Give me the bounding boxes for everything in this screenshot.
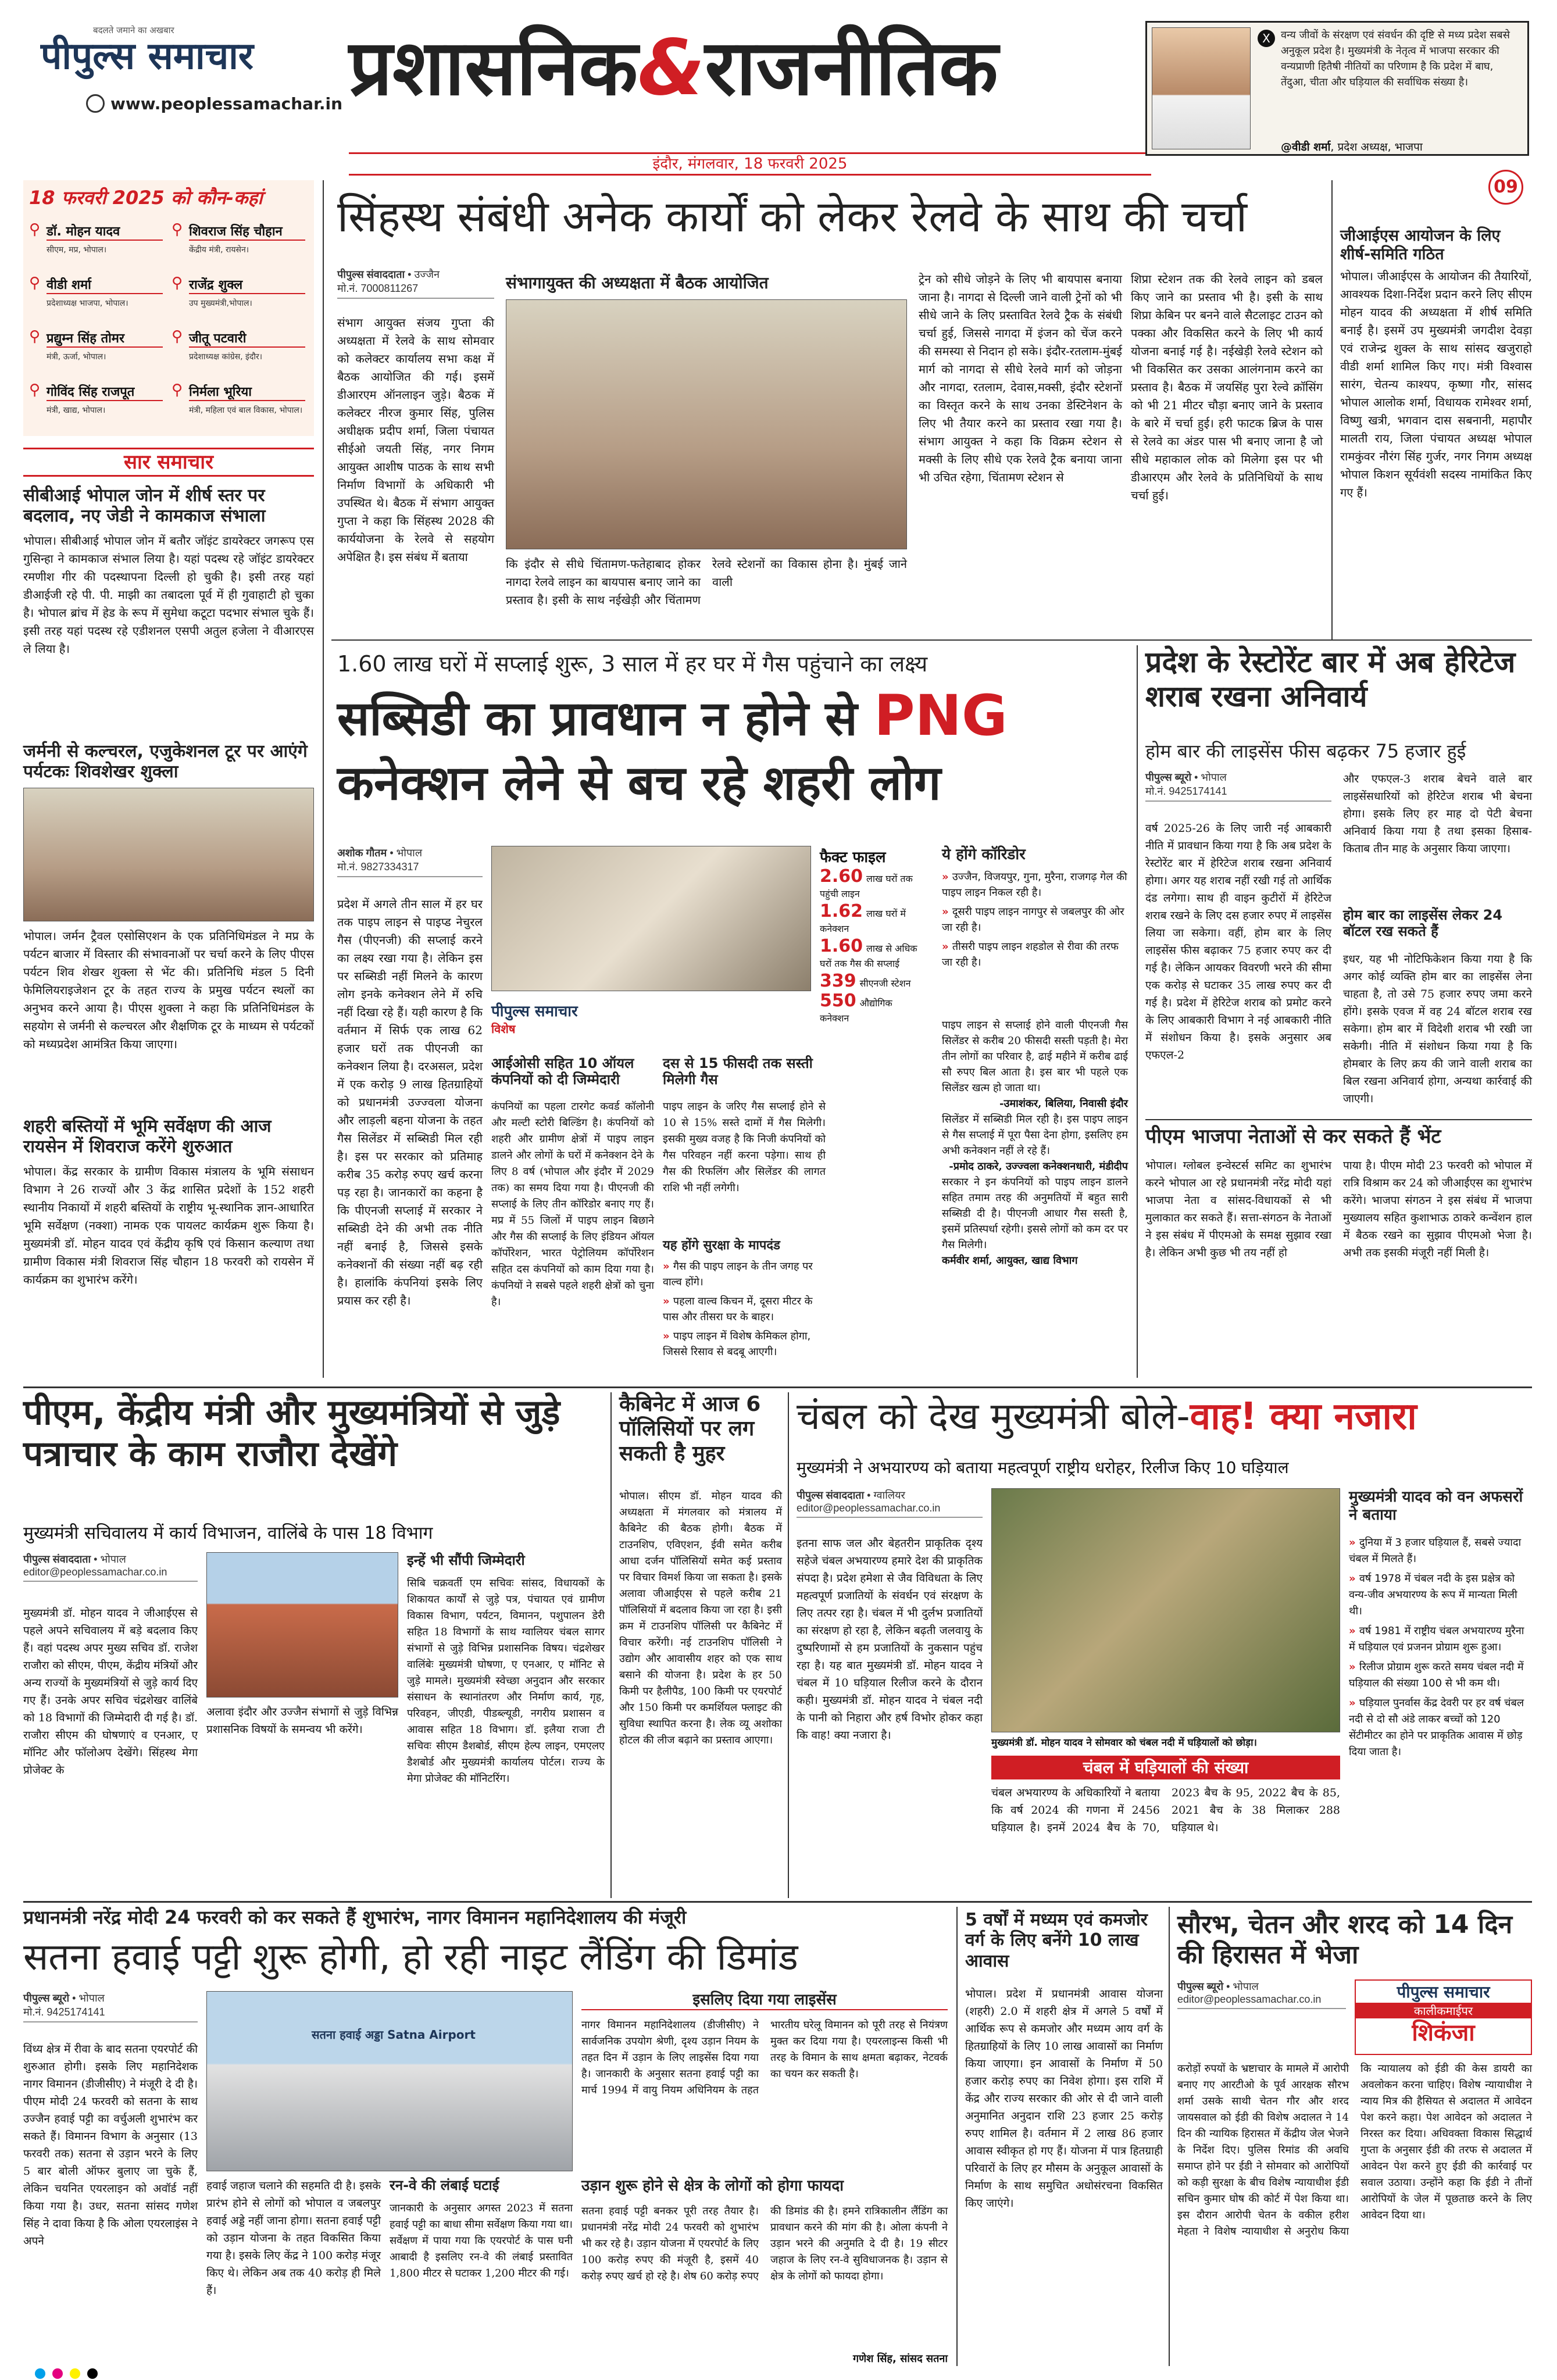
whois-place: प्रदेशाध्यक्ष कांग्रेस, इंदौर। bbox=[189, 352, 263, 362]
png-byline-place: भोपाल bbox=[396, 847, 423, 859]
satna-photo bbox=[206, 1991, 573, 2171]
fact-text: लाख घरों में कनेक्शन bbox=[820, 908, 906, 934]
whois-place: मंत्री, खाद्य, भोपाल। bbox=[47, 406, 106, 415]
location-pin-icon: ⚲ bbox=[29, 381, 41, 399]
whois-place: उप मुख्यमंत्री,भोपाल। bbox=[189, 299, 252, 308]
divider bbox=[956, 1907, 958, 2366]
fact-item bbox=[820, 901, 919, 937]
dateline: इंदौर, मंगलवार, 18 फरवरी 2025 bbox=[652, 155, 848, 173]
png-photo bbox=[491, 846, 811, 991]
saar-2-photo bbox=[23, 788, 314, 921]
fact-number: 550 bbox=[820, 991, 856, 1011]
list-item-text: तीसरी पाइप लाइन शहडोल से रीवा की तरफ जा रही है। bbox=[942, 941, 1119, 969]
divider bbox=[1169, 1907, 1170, 2366]
png-col1: प्रदेश में अगले तीन साल में हर घर तक पाइप लाइन से पाइप्ड नेचुरल गैस (पीएनजी) की सप्लाई करने का लक्ष्य रखा गया है। लेकिन इस पर सब्सिडी नहीं मिलने के कारण लोग इनके कनेक्शन लेने में रुचि नहीं दिखा रहे हैं। यही कारण है कि वर्तमान में सिर्फ एक लाख 62 हजार घरों तक पीएनजी का कनेक्शन लिया है। दरअसल, प्रदेश में एक करोड़ 9 लाख हितग्राहियों को प्रधानमंत्री उज्ज्वला योजना और लाड़ली बहना योजना के तहत गैस सिलेंडर में सब्सिडी मिल रही है। इस पर सरकार को प्रतिमाह करीब 35 करोड़ रुपए खर्च करना पड़ रहा है। जानकारों का कहना है कि पीएनजी सप्लाई में सरकार ने सब्सिडी देने की अभी तक नीति नहीं बनाई है, जिससे इसके कनेक्शनों की संख्या नहीं बढ़ रही है। हालांकि कंपनियां इसके लिए प्रयास कर रही है। bbox=[337, 897, 483, 1307]
png-quote3: सरकार ने इन कंपनियों को पाइप लाइन डालने सहित तमाम तरह की अनुमतियों में बहुत सारी सब्सिडी दी है। पीएनजी आधार गैस सस्ती है, इसमें प्रतिस्पर्धा रहेगी। इससे लोगों को कम दर पर गैस मिलेगी। bbox=[942, 1176, 1128, 1251]
chevron-right-icon: » bbox=[1349, 1625, 1359, 1637]
png-safety-head: यह होंगे सुरक्षा के मापदंड bbox=[663, 1238, 780, 1253]
list-item bbox=[663, 1259, 826, 1290]
simhasth-byline-place: उज्जैन bbox=[414, 269, 440, 280]
fact-file bbox=[820, 846, 919, 1078]
list-item-text: गैस की पाइप लाइन के तीन जगह पर वाल्व होंगे। bbox=[663, 1260, 813, 1288]
chevron-right-icon: » bbox=[1349, 1536, 1359, 1549]
png-special-brand: पीपुल्स समाचार bbox=[491, 1003, 578, 1020]
list-item bbox=[1349, 1659, 1532, 1692]
quote-author bbox=[1281, 139, 1423, 154]
chambal-body: इतना साफ जल और बेहतरीन प्राकृतिक दृश्य सहेजे चंबल अभयारण्य हमारे देश की प्राकृतिक संपदा है। प्रदेश हमेशा से जैव विविधता के लिए महत्वपूर्ण प्रजातियों के संवर्धन एवं संरक्षण के लिए तत्पर रहा है। चंबल में भी दुर्लभ प्रजातियों का संरक्षण हो रहा है, लेकिन बढ़ती जलवायु के दुष्परिणामों से हम प्रजातियों के नुकसान पहुंच रहा है। यह बात मुख्यमंत्री डॉ. मोहन यादव ने चंबल में 10 घड़ियाल रिलीज करने के दौरान कही। मुख्यमंत्री डॉ. मोहन यादव ने चंबल नदी के पानी को निहारा और हर्ष विभोर होकर कहा कि वाह! क्या नजारा है। bbox=[797, 1537, 983, 1742]
saar-2-body: भोपाल। जर्मन ट्रैवल एसोसिएशन के एक प्रतिनिधिमंडल ने मप्र के पर्यटन बाजार में विस्तार की संभावनाओं पर चर्चा करने के लिए पीएस पर्यटन शिव शेखर शुक्ला से भेंट की। प्रतिनिधि मंडल 5 दिनी फेमिलियराइजेशन टूर के तहत राज्य के प्रमुख पर्यटन स्थलों का अनुभव करने आया है। पीएस शुक्ला ने कहा कि प्रतिनिधिमंडल के सहयोग से जर्मनी से कल्चरल और शैक्षणिक टूर के माध्यम से पर्यटकों को मध्यप्रदेश आमंत्रित किया जाएगा। bbox=[23, 929, 314, 1051]
x-icon: X bbox=[1258, 30, 1275, 47]
png-headline-2: कनेक्शन लेने से बच रहे शहरी लोग bbox=[337, 756, 941, 811]
saurabh-email[interactable]: editor@peoplessamachar.co.in bbox=[1177, 1993, 1322, 2005]
whois-name: वीडी शर्मा bbox=[47, 276, 163, 294]
saar-section bbox=[23, 448, 314, 1378]
list-item bbox=[1349, 1535, 1532, 1567]
divider bbox=[323, 180, 324, 1378]
list-item-text: रिलीज प्रोग्राम शुरू करते समय चंबल नदी में घड़ियाल की संख्या 100 से भी कम थी। bbox=[1349, 1661, 1524, 1689]
saar-title bbox=[23, 448, 314, 477]
location-pin-icon: ⚲ bbox=[172, 381, 183, 399]
whois-name: राजेंद्र शुक्ल bbox=[189, 276, 305, 294]
globe-icon bbox=[86, 94, 105, 113]
png-mobile: मो.नं. 9827334317 bbox=[337, 861, 419, 873]
jis-body: भोपाल। जीआईएस के आयोजन की तैयारियों, आवश्यक दिशा-निर्देश प्रदान करने लिए सीएम मोहन यादव की अध्यक्षता में शीर्ष समिति बनाई है। इसमें उप मुख्यमंत्री जगदीश देवड़ा एवं राजेन्द्र शुक्ल के साथ सांसद खजुराहो वीडी शर्मा शामिल किए गए। मंत्री विश्वास सारंग, चेतन्य काश्यप, कृष्णा गौर, सांसद भोपाल आलोक शर्मा, विधायक रामेश्वर शर्मा, विष्णु खत्री, भगवान दास सबनानी, महापौर मालती राय, जिला पंचायत अध्यक्ष भोपाल रामकुंवर नौरंग सिंह गुर्जर, नगर निगम अध्यक्ष भोपाल किशन सूर्यवंशी सदस्य नामांकित किए गए हैं। bbox=[1340, 269, 1532, 499]
simhasth-headline: सिंहस्थ संबंधी अनेक कार्यों को लेकर रेलवे के साथ की चर्चा bbox=[337, 192, 1248, 242]
rajoura-byline-place: भोपाल bbox=[100, 1553, 126, 1565]
satna-col1: विंध्य क्षेत्र में रीवा के बाद सतना एयरपोर्ट की शुरुआत होगी। इसके लिए महानिदेशक नागर विमानन (डीजीसीए) ने मंजूरी दे दी है। पीएम मोदी 24 फरवरी को सतना के साथ उज्जैन हवाई पट्टी का वर्चुअली शुभारंभ कर सकते हैं। विमानन विभाग के अनुसार (13 फरवरी तक) सतना से उड़ान भरने के लिए 5 बार बोली ऑफर बुलाए जा चुके हैं, लेकिन चयनित एयरलाइन को अवॉर्ड नहीं किया गया है। उधर, सतना सांसद गणेश सिंह ने दावा किया है कि ओला एयरलाइंस ने अपने bbox=[23, 2043, 198, 2247]
author-photo bbox=[1152, 27, 1251, 149]
reg-mark bbox=[35, 2368, 45, 2379]
chevron-right-icon: » bbox=[663, 1295, 673, 1307]
fact-text: लाख घरों तक पहुंची लाइन bbox=[820, 873, 913, 899]
location-pin-icon: ⚲ bbox=[172, 274, 183, 292]
awas-body: भोपाल। प्रदेश में प्रधानमंत्री आवास योजना (शहरी) 2.0 में शहरी क्षेत्र में अगले 5 वर्षों में आर्थिक रूप से कमजोर और मध्यम आय वर्ग के हितग्राहियों के लिए 10 लाख आवासों का निर्माण किया जाएगा। इन आवासों के निर्माण में 50 हजार करोड़ रुपए का निवेश होगा। इस राशि में केंद्र और राज्य सरकार की ओर से दी जाने वाली अनुमानित अनुदान राशि 23 हजार 25 करोड़ रुपए शामिल है। वर्तमान में 2 लाख 86 हजार आवास स्वीकृत हो गए हैं। योजना में पात्र हितग्राही परिवारों के लिए हर मौसम के अनुकूल आवासों के निर्माण के साथ समुचित अधोसंरचना विकसित किए जाएंगे। bbox=[965, 1988, 1163, 2210]
png-special-label: विशेष bbox=[491, 1022, 516, 1036]
rajoura-byline: पीपुल्स संवाददाता • भोपाल editor@peoplessamachar.co.in bbox=[23, 1552, 198, 1582]
fact-item bbox=[820, 936, 919, 971]
simhasth-byline-name: पीपुल्स संवाददाता bbox=[337, 269, 405, 280]
png-safety-list bbox=[663, 1259, 826, 1363]
saar-3-body: भोपाल। केंद्र सरकार के ग्रामीण विकास मंत्रालय के भूमि संसाधन विभाग ने 26 राज्यों और 3 केंद्र शासित प्रदेशों के 152 शहरी स्थानीय निकायों में शहरी बस्तियों के राष्ट्रीय भू-स्थानिक ज्ञान-आधारित भूमि सर्वेक्षण (नक्शा) नामक एक पायलट कार्यक्रम शुरू किया है। मुख्यमंत्री डॉ. मोहन यादव एवं केंद्रीय कृषि एवं किसान कल्याण तथा ग्रामीण विकास मंत्री शिवराज सिंह चौहान 18 फरवरी को रायसेन में कार्यक्रम का शुभारंभ करेंगे। bbox=[23, 1164, 315, 1287]
divider bbox=[331, 639, 1532, 641]
saar-1-head: सीबीआई भोपाल जोन में शीर्ष स्तर पर बदलाव, नए जेडी ने कामकाज संभाला bbox=[23, 485, 266, 527]
saurabh-brand: पीपुल्स समाचार bbox=[1397, 1982, 1490, 2002]
whois-place: प्रदेशाध्यक्ष भाजपा, भोपाल। bbox=[47, 299, 128, 308]
saar-title-text: सार समाचार bbox=[124, 451, 213, 474]
chambal-side-head: मुख्यमंत्री यादव को वन अफसरों ने बताया bbox=[1349, 1488, 1523, 1524]
bar-col2a: और एफएल-3 शराब बेचने वाले बार लाइसेंसधारियों को हेरिटेज शराब भी बेचना होगा। इसके लिए हर माह दो पेटी बेचना अनिवार्य किया गया है तथा इसका हिसाब-किताब तीन माह के अनुसार किया जाएगा। bbox=[1343, 773, 1532, 855]
location-pin-icon: ⚲ bbox=[29, 274, 41, 292]
whois-person bbox=[29, 221, 166, 271]
bar-mobile: मो.नं. 9425174141 bbox=[1145, 785, 1227, 797]
list-item bbox=[1349, 1571, 1532, 1620]
satna-strap: प्रधानमंत्री नरेंद्र मोदी 24 फरवरी को कर सकते हैं शुभारंभ, नागर विमानन महानिदेशालय की मंजूरी bbox=[23, 1906, 687, 1928]
chambal-byline-place: ग्वालियर bbox=[873, 1489, 905, 1501]
list-item bbox=[663, 1328, 826, 1360]
fact-file-title: फैक्ट फाइल bbox=[820, 849, 886, 866]
paper-name: पीपुल्स समाचार bbox=[41, 35, 253, 78]
list-item bbox=[942, 904, 1128, 935]
list-item-text: घड़ियाल पुनर्वास केंद्र देवरी पर हर वर्ष चंबल नदी से दो सौ अंडे लाकर बच्चों को 120 सेंटीमीटर का होने पर प्राकृतिक आवास में छोड़ दिया जाता है। bbox=[1349, 1697, 1524, 1758]
chambal-photo bbox=[991, 1488, 1340, 1732]
satna-benefit-by: गणेश सिंह, सांसद सतना bbox=[852, 2353, 948, 2365]
satna-byline-name: पीपुल्स ब्यूरो bbox=[23, 1992, 70, 2004]
png-box2: पाइप लाइन के जरिए गैस सप्लाई होने से 10 से 15% सस्ते दामों में गैस मिलेगी। इसकी मुख्य वजह है कि निजी कंपनियों को गैस परिवहन नहीं करना पड़ेगा। साथ ही गैस की रिफलिंग और सिलेंडर की लागत राशि भी नहीं लगेगी। bbox=[663, 1100, 826, 1194]
whois-person bbox=[29, 328, 166, 378]
list-item-text: पहला वाल्व किचन में, दूसरा मीटर के पास और तीसरा घर के बाहर। bbox=[663, 1295, 813, 1323]
reg-mark bbox=[70, 2368, 80, 2379]
whois-place: मंत्री, ऊर्जा, भोपाल। bbox=[47, 352, 106, 362]
quote-text: वन्य जीवों के संरक्षण एवं संवर्धन की दृष्टि से मध्य प्रदेश सबसे अनुकूल प्रदेश है। मुख्यमंत्री के नेतृत्व में भाजपा सरकार की वन्यप्राणी हितैषी नीतियों का परिणाम है कि प्रदेश में बाघ, तेंदुआ, चीता और घड़ियाल की सर्वाधिक संख्या है। bbox=[1281, 29, 1510, 88]
rajoura-photo-caption: अलावा इंदौर और उज्जैन संभागों से जुड़े विभिन्न प्रशासनिक विषयों के समन्वय भी करेंगे। bbox=[206, 1706, 398, 1736]
divider bbox=[1137, 645, 1138, 1378]
saurabh-headline: सौरभ, चेतन और शरद को 14 दिन की हिरासत में भेजा bbox=[1177, 1910, 1513, 1970]
list-item bbox=[1349, 1695, 1532, 1760]
saurabh-byline-name: पीपुल्स ब्यूरो bbox=[1177, 1981, 1224, 1992]
divider bbox=[23, 1386, 1532, 1388]
whois-name: निर्मला भूरिया bbox=[189, 383, 305, 401]
saurabh-byline-place: भोपाल bbox=[1233, 1981, 1259, 1992]
fact-number: 339 bbox=[820, 971, 856, 991]
divider bbox=[23, 1901, 1532, 1903]
section-title-1: प्रशासनिक bbox=[349, 23, 638, 113]
simhasth-byline: पीपुल्स संवाददाता • उज्जैन मो.नं. 7000811267 bbox=[337, 267, 494, 299]
satna-benefit: सतना हवाई पट्टी बनकर पूरी तरह तैयार है। प्रधानमंत्री नरेंद्र मोदी 24 फरवरी को शुभारंभ भी कर रहे है। उड़ान योजना में एयरपोर्ट के लिए 100 करोड़ रुपए की मंजूरी है, इसमें 40 करोड़ रुपए खर्च हो रहे है। शेष 60 करोड़ रुपए की डिमांड की है। हमने रात्रिकालीन लैंडिंग का प्रावधान करने की मांग की है। ओला कंपनी ने उड़ान भरने की अनुमति दे दी है। 19 सीटर जहाज के लिए रन-वे सुविधाजनक है। उड़ान से क्षेत्र के लोगों को फायदा होगा। bbox=[581, 2205, 948, 2282]
fact-number: 1.60 bbox=[820, 936, 863, 956]
saurabh-byline: पीपुल्स ब्यूरो • भोपाल editor@peoplessamachar.co.in bbox=[1177, 1979, 1346, 2009]
simhasth-caption: कि इंदौर से सीधे चिंतामण-फतेहाबाद होकर नागदा रेलवे लाइन का बायपास बनाए जाने का प्रस्ताव है। इसी के साथ नईखेड़ी और चिंतामण रेलवे स्टेशनों का विकास होना है। मुंबई जाने वाली bbox=[506, 557, 907, 607]
divider bbox=[1145, 1119, 1532, 1120]
quote-box bbox=[1145, 21, 1529, 156]
png-box2-head: दस से 15 फीसदी तक सस्ती मिलेगी गैस bbox=[663, 1055, 813, 1088]
saurabh-tag: कालीकमाईपर bbox=[1356, 2003, 1531, 2018]
png-box1-head: आईओसी सहित 10 ऑयल कंपनियों को दी जिम्मेदारी bbox=[491, 1055, 634, 1088]
whois-name: डॉ. मोहन यादव bbox=[47, 222, 163, 241]
bar-byline: पीपुल्स ब्यूरो • भोपाल मो.नं. 9425174141 bbox=[1145, 770, 1331, 802]
bar-sub2: होम बार का लाइसेंस लेकर 24 बॉटल रख सकते हैं bbox=[1343, 907, 1503, 940]
whois-person bbox=[172, 274, 308, 324]
whois-person bbox=[29, 381, 166, 431]
satna-photo-label: सतना हवाई अड्डा Satna Airport bbox=[312, 2028, 476, 2042]
simhasth-photo bbox=[506, 299, 907, 549]
png-headline-1 bbox=[337, 683, 1128, 749]
chambal-email[interactable]: editor@peoplessamachar.co.in bbox=[797, 1502, 941, 1514]
png-corridor-list bbox=[942, 869, 1128, 974]
png-quote1: पाइप लाइन से सप्लाई होने वाली पीएनजी गैस सिलेंडर से करीब 20 फीसदी सस्ती पड़ती है। मेरा तीन लोगों का परिवार है, ढाई महीने में करीब ढाई सौ रुपए बिल आता है। इस बार भी पहले एक सिलेंडर खत्म हो जाता था। bbox=[942, 1019, 1128, 1094]
rajoura-resp-head: इन्हें भी सौंपी जिम्मेदारी bbox=[407, 1552, 525, 1568]
whois-title: 18 फरवरी 2025 को कौन-कहां bbox=[29, 187, 263, 209]
png-special-tag bbox=[491, 1000, 637, 1037]
fact-number: 2.60 bbox=[820, 866, 863, 887]
list-item bbox=[1349, 1623, 1532, 1656]
whois-place: सीएम, मप्र, भोपाल। bbox=[47, 245, 107, 255]
section-amp: & bbox=[638, 23, 705, 113]
color-bar bbox=[0, 2368, 1557, 2380]
bar-byline-name: पीपुल्स ब्यूरो bbox=[1145, 771, 1192, 783]
simhasth-col1: संभाग आयुक्त संजय गुप्ता की अध्यक्षता में रेलवे के साथ सोमवार को कलेक्टर कार्यालय सभा कक्ष में बैठक आयोजित की गई। इसमें डीआरएम ऑनलाइन जुड़े। बैठक में कलेक्टर नीरज कुमार सिंह, पुलिस अधीक्षक प्रदीप शर्मा, जिला पंचायत सीईओ जयती सिंह, नगर निगम आयुक्त आशीष पाठक के साथ सभी निर्माण विभागों के अधिकारी भी उपस्थित थे। बैठक में संभाग आयुक्त गुप्ता ने कहा कि सिंहस्थ 2028 की कार्ययोजना के रेलवे से सहयोग अपेक्षित है। इस संबंध में बताया bbox=[337, 316, 494, 564]
cabinet-headline: कैबिनेट में आज 6 पॉलिसियों पर लग सकती है मुहर bbox=[619, 1392, 761, 1466]
png-byline: अशोक गौतम • भोपाल मो.नं. 9827334317 bbox=[337, 846, 483, 877]
saar-2-head: जर्मनी से कल्चरल, एजुकेशनल टूर पर आएंगे पर्यटकः शिवशेखर शुक्ला bbox=[23, 741, 308, 782]
list-item bbox=[942, 939, 1128, 970]
rajoura-sub: मुख्यमंत्री सचिवालय में कार्य विभाजन, वालिंबे के पास 18 विभाग bbox=[23, 1523, 433, 1543]
satna-license: नागर विमानन महानिदेशालय (डीजीसीए) ने सार्वजनिक उपयोग श्रेणी, दृश्य उड़ान नियम के तहत दिन में उड़ान के लिए लाइसेंस दिया गया है। जानकारी के अनुसार सतना हवाई पट्टी का मार्च 1994 में वायु नियम अधिनियम के तहत भारतीय घरेलू विमानन को पूरी तरह से नियंत्रण मुक्त कर दिया गया है। एयरलाइन्स किसी भी तरह के विमान के साथ क्षमता बढ़ाकर, नेटवर्क का चयन कर सकती है। bbox=[581, 2019, 948, 2096]
chevron-right-icon: » bbox=[942, 906, 952, 918]
section-title bbox=[349, 23, 998, 114]
chambal-headline-red: वाह! क्या नजारा bbox=[1190, 1395, 1417, 1438]
pm-bjp-col2: पाया है। पीएम मोदी 23 फरवरी को भोपाल में रात्रि विश्राम कर 24 को जीआईएस का शुभारंभ करेंगे। भाजपा संगठन ने इस संबंध में भाजपा मुख्यालय सहित कुशाभाऊ ठाकरे कन्वेंशन हाल में बैठक रखने का सुझाव पीएमओ भेजा है। अभी तक इसकी मंजूरी नहीं मिली है। bbox=[1343, 1159, 1532, 1259]
satna-runway: जानकारी के अनुसार अगस्त 2023 में सतना हवाई पट्टी का बाधा सीमा सर्वेक्षण किया गया था। सर्वेक्षण में पाया गया कि एयरपोर्ट के पास घनी आबादी है इसलिए रन-वे की लंबाई प्रस्तावित 1,800 मीटर से घटाकर 1,200 मीटर की गई। bbox=[390, 2202, 573, 2279]
whois-box bbox=[23, 180, 314, 436]
png-quote1-by: -उमाशंकर, बिलिया, निवासी इंदौर bbox=[999, 1098, 1128, 1110]
rajoura-headline: पीएम, केंद्रीय मंत्री और मुख्यमंत्रियों से जुड़े पत्राचार के काम राजौरा देखेंगे bbox=[23, 1392, 560, 1474]
divider bbox=[610, 1392, 612, 1898]
chevron-right-icon: » bbox=[942, 871, 952, 883]
satna-runway-head: रन-वे की लंबाई घटाई bbox=[390, 2177, 499, 2193]
section-title-2: राजनीतिक bbox=[705, 23, 998, 113]
png-quote3-by: कर्मवीर शर्मा, आयुक्त, खाद्य विभाग bbox=[942, 1255, 1078, 1267]
whois-person bbox=[172, 381, 308, 431]
divider bbox=[1331, 180, 1333, 639]
whois-place: मंत्री, महिला एवं बाल विकास, भोपाल। bbox=[189, 406, 303, 415]
list-item-text: उज्जैन, विजयपुर, गुना, मुरैना, राजगढ़ गेल की पाइप लाइन निकल रही है। bbox=[942, 871, 1127, 899]
list-item-text: दुनिया में 3 हजार घड़ियाल हैं, सबसे ज्यादा चंबल में मिलते हैं। bbox=[1349, 1536, 1522, 1565]
simhasth-mobile: मो.नं. 7000811267 bbox=[337, 283, 419, 294]
list-item bbox=[942, 869, 1128, 900]
satna-byline: पीपुल्स ब्यूरो • भोपाल मो.नं. 9425174141 bbox=[23, 1991, 198, 2022]
chevron-right-icon: » bbox=[663, 1260, 673, 1273]
chambal-count-box bbox=[991, 1756, 1340, 1895]
location-pin-icon: ⚲ bbox=[172, 221, 183, 238]
rajoura-photo bbox=[206, 1552, 398, 1698]
chambal-headline bbox=[797, 1395, 1535, 1439]
chevron-right-icon: » bbox=[663, 1330, 673, 1342]
simhasth-col4: शिप्रा स्टेशन तक की रेलवे लाइन को डबल किए जाने का प्रस्ताव भी है। इसी के साथ शिप्रा केबिन पर बनने वाले सैटलाइट टाउन को पक्का और विकसित करने के लिए भी कार्य योजना बनाई गई है। नईखेड़ी रेलवे स्टेशन को भी विकसित कर उसका आलंगनाम करने का प्रस्ताव है। बैठक में जयसिंह पुरा रेल्वे क्रॉसिंग को भी 21 मीटर चौड़ा बनाए जाने के प्रस्ताव के बारे में चर्चा हुई। हरी फाटक ब्रिज के पास से रेलवे का अंडर पास भी बनाए जाना है जो सीधे महाकाल लोक को मिलेगा इस पर भी डीआरएम और रेलवे के प्रतिनिधियों के साथ चर्चा हुई। bbox=[1131, 272, 1323, 502]
png-strap: 1.60 लाख घरों में सप्लाई शुरू, 3 साल में हर घर में गैस पहुंचाने का लक्ष्य bbox=[337, 651, 928, 677]
location-pin-icon: ⚲ bbox=[29, 221, 41, 238]
satna-headline: सतना हवाई पट्टी शुरू होगी, हो रही नाइट लैंडिंग की डिमांड bbox=[23, 1936, 798, 1979]
satna-benefit-head: उड़ान शुरू होने से क्षेत्र के लोगों को होगा फायदा bbox=[581, 2177, 844, 2195]
png-headline-red: PNG bbox=[874, 683, 1008, 748]
chambal-count-head: चंबल में घड़ियालों की संख्या bbox=[991, 1756, 1340, 1779]
saurabh-body: करोड़ों रुपयों के भ्रष्टाचार के मामले में आरोपी बनाए गए आरटीओ के पूर्व आरक्षक सौरभ शर्मा उसके साथी चेतन गौर और शरद जायसवाल को ईडी की विशेष अदालत ने 14 दिन की न्यायिक हिरासत में केंद्रीय जेल भेजने के निर्देश दिए। पुलिस रिमांड की अवधि समाप्त होने पर ईडी ने सोमवार को आरोपियों को कड़ी सुरक्षा के बीच विशेष न्यायाधीश ईडी सचिन कुमार घोष की कोर्ट में पेश किया था। इस दौरान आरोपी चेतन के वकील हरीश मेहता ने विशेष न्यायाधीश से अनुरोध किया कि न्यायालय को ईडी की केस डायरी का अवलोकन करना चाहिए। विशेष न्यायाधीश ने न्याय मित्र की हैसियत से अदालत में आवेदन पेश करने कहा। पेश आवेदन को अदालत ने निरस्त कर दिया। अधिवक्ता विकास सिद्धार्थ गुप्ता के अनुसार ईडी की तरफ से अदालत में आवेदन पेश करने हुए ईडी की कार्रवाई पर सवाल उठाया। उन्होंने कहा कि ईडी ने तीनों आरोपियों के जेल में पूछताछ करने के लिए आवेदन दिया था। bbox=[1177, 2063, 1532, 2238]
fact-text: औद्योगिक कनेक्शन bbox=[820, 998, 892, 1024]
location-pin-icon: ⚲ bbox=[172, 328, 183, 345]
chevron-right-icon: » bbox=[942, 941, 952, 953]
reg-mark bbox=[52, 2368, 63, 2379]
page-number: 09 bbox=[1488, 170, 1523, 205]
whois-place: केंद्रीय मंत्री, रायसेन। bbox=[189, 245, 249, 255]
list-item-text: दूसरी पाइप लाइन नागपुर से जबलपुर की ओर जा रही है। bbox=[942, 906, 1124, 934]
bar-byline-place: भोपाल bbox=[1201, 771, 1227, 783]
bar-col1: वर्ष 2025-26 के लिए जारी नई आबकारी नीति में प्रावधान किया गया है कि अब प्रदेश के रेस्टोरेंट बार में हेरिटेज शराब रखना अनिवार्य होगा। अगर यह शराब नहीं रखी गई तो आर्थिक दंड लगेगा। साथ ही वाइन कुटीरों में हेरिटेज शराब रखने के लिए दस हजार रुपए में लाइसेंस लिया जा सकेगा। वहीं, होम बार के लिए लाइसेंस फीस बढ़ाकर 75 हजार रुपए कर दी गई है। लेकिन आयकर विवरणी भरने की सीमा एक करोड़ से घटाकर 35 लाख रुपए कर दी गई है। प्रदेश में हेरिटेज शराब को प्रमोट करने के लिए आबकारी विभाग ने नई आबकारी नीति में संशोधन किया है। इसके अनुसार अब एफएल-2 bbox=[1145, 822, 1331, 1062]
chevron-right-icon: » bbox=[1349, 1661, 1359, 1673]
chambal-photo-caption: मुख्यमंत्री डॉ. मोहन यादव ने सोमवार को चंबल नदी में घड़ियालों को छोड़ा। bbox=[991, 1737, 1257, 1749]
chambal-sub: मुख्यमंत्री ने अभयारण्य को बताया महत्वपूर्ण राष्ट्रीय धरोहर, रिलीज किए 10 घड़ियाल bbox=[797, 1458, 1289, 1477]
png-quote2-by: -प्रमोद ठाकरे, उज्ज्वला कनेक्शनधारी, मंडीदीप bbox=[949, 1160, 1128, 1173]
divider bbox=[788, 1392, 789, 1898]
chambal-side-list bbox=[1349, 1535, 1532, 1764]
fact-number: 1.62 bbox=[820, 901, 863, 921]
chambal-byline-name: पीपुल्स संवाददाता bbox=[797, 1489, 865, 1501]
cabinet-body: भोपाल। सीएम डॉ. मोहन यादव की अध्यक्षता में मंगलवार को मंत्रालय में कैबिनेट की बैठक होगी। बैठक में टाउनशिप, एविएशन, ईवी समेत करीब आधा दर्जन पॉलिसियों समेत कई प्रस्ताव पर विचार विमर्श किया जा सकता है। इसके अलावा जीआईएस से पहले करीब 21 पॉलिसियों में बदलाव किया जा रहा है। इसी क्रम में टाउनशिप पॉलिसी पर कैबिनेट में विचार करेंगी। नई टाउनशिप पॉलिसी ने उद्योग और आवासीय शहर को एक साथ बसाने की योजना है। प्रदेश के हर 50 किमी पर हैलीपैड, 100 किमी पर एयरपोर्ट और 150 किमी पर कमर्शियल फ्लाइट की सुविधा स्थापित करना है। लेक व्यू अशोका होटल की लीज बढ़ाने का प्रस्ताव आएगा। bbox=[619, 1490, 782, 1746]
awas-headline: 5 वर्षों में मध्यम एवं कमजोर वर्ग के लिए बनेंगे 10 लाख आवास bbox=[965, 1910, 1148, 1971]
satna-license-head: इसलिए दिया गया लाइसेंस bbox=[581, 1991, 948, 2010]
fact-item bbox=[820, 866, 919, 902]
saurabh-tag2: शिकंजा bbox=[1412, 2020, 1475, 2046]
fact-text: सीएनजी स्टेशन bbox=[859, 978, 911, 989]
rajoura-resp: सिबि चक्रवर्ती एम सचिवः सांसद, विधायकों के शिकायत कार्यों से जुड़े पत्र, पंचायत एवं ग्रामीण विकास विभाग, पर्यटन, विमानन, पशुपालन डेरी सहित 18 विभागों के साथ ग्वालियर चंबल सागर संभागों से जुड़े विभिन्न प्रशासनिक विषय। चंद्रशेखर वालिंबेः मुख्यमंत्री घोषणा, ए एनआर, ए मॉनिट से जुड़े मामले। मुख्यमंत्री स्वेच्छा अनुदान और सरकार संसाधन के स्थानांतरण और निर्माण कार्य, गृह, परिवहन, जीएडी, पीडब्ल्यूडी, नगरीय प्रशासन व आवास सहित 18 विभाग। डॉ. इलैया राजा टी सचिवः सीएम डैशबोर्ड, सीएम हेल्प लाइन, एमएलए डैशबोर्ड और मुख्यमंत्री कार्यालय पोर्टल। राज्य के मेगा प्रोजेक्ट की मॉनिटरिंग। bbox=[407, 1577, 605, 1785]
website[interactable]: www.peoplessamachar.in bbox=[110, 94, 343, 113]
chevron-right-icon: » bbox=[1349, 1573, 1359, 1585]
quote-author-handle: @वीडी शर्मा bbox=[1281, 141, 1331, 153]
pm-bjp-col1: भोपाल। ग्लोबल इन्वेस्टर्स समिट का शुभारंभ करने भोपाल आ रहे प्रधानमंत्री नरेंद्र मोदी यहां भाजपा नेता व सांसद-विधायकों से भी मुलाकात कर सकते हैं। सत्ता-संगठन के नेताओं ने इस संबंध में पीएमओ के समक्ष सुझाव रखा है। लेकिन अभी कुछ भी तय नहीं हो bbox=[1145, 1159, 1331, 1259]
chambal-byline: पीपुल्स संवाददाता • ग्वालियर editor@peoplessamachar.co.in bbox=[797, 1488, 983, 1518]
whois-name: शिवराज सिंह चौहान bbox=[189, 222, 305, 241]
list-item-text: वर्ष 1978 में चंबल नदी के इस प्रक्षेत्र को वन्य-जीव अभयारण्य के रूप में मान्यता मिली थी। bbox=[1349, 1573, 1517, 1617]
whois-person bbox=[172, 221, 308, 271]
rajoura-col1: मुख्यमंत्री डॉ. मोहन यादव ने जीआईएस से पहले अपने सचिवालय में बड़े बदलाव किए हैं। वहां पदस्थ अपर मुख्य सचिव डॉ. राजेश राजौरा को सीएम, पीएम, केंद्रीय मंत्रियों और अन्य राज्यों के मुख्यमंत्रियों से जुड़े कार्य दिए गए हैं। उनके अपर सचिव चंद्रशेखर वालिंबे को 18 विभागों की जिम्मेदारी दी गई है। डॉ. राजौरा सीएम की घोषणाएं व एनआर, ए मॉनिट और फॉलोअप देखेंगे। सिंहस्थ मेगा प्रोजेक्ट के bbox=[23, 1607, 198, 1777]
quote-author-role: , प्रदेश अध्यक्ष, भाजपा bbox=[1330, 141, 1423, 153]
saar-3-head: शहरी बस्तियों में भूमि सर्वेक्षण की आज रायसेन में शिवराज करेंगे शुरुआत bbox=[23, 1116, 272, 1157]
whois-name: गोविंद सिंह राजपूत bbox=[47, 383, 163, 401]
saurabh-brand-box bbox=[1355, 1979, 1532, 2055]
whois-name: जीतू पटवारी bbox=[189, 329, 305, 348]
png-headline-text: सब्सिडी का प्रावधान न होने से bbox=[337, 691, 858, 746]
rajoura-email[interactable]: editor@peoplessamachar.co.in bbox=[23, 1566, 167, 1578]
fact-text: लाख से अधिक घरों तक गैस की सप्लाई bbox=[820, 943, 917, 969]
reg-mark bbox=[87, 2368, 98, 2379]
simhasth-col3: ट्रेन को सीधे जोड़ने के लिए भी बायपास बनाया जाना है। नागदा से दिल्ली जाने वाली ट्रेनों को भी सीधे जाने के लिए प्रस्तावित रेलवे ट्रैक के संबंधी चर्चा हुई, जिससे नागदा में इंजन को चेंज करने की समस्या से निदान हो सके। इंदौर-रतलाम-मुंबई मार्ग को नागदा से सीधे रेलवे मार्ग को जोड़ना और नागदा, रतलाम, देवास,मक्सी, इंदौर स्टेशनों का विस्तृत करने के साथ उनका डेस्टिनेशन के लिए भी तैयार करने का प्रस्ताव रखा गया है। संभाग आयुक्त ने कहा कि विक्रम स्टेशन से मक्सी के लिए सीधे एक रेलवे ट्रैक बनाया जाना भी उचित रहेगा, चिंतामण स्टेशन से bbox=[919, 272, 1122, 484]
whois-person bbox=[29, 274, 166, 324]
location-pin-icon: ⚲ bbox=[29, 328, 41, 345]
chevron-right-icon: » bbox=[1349, 1697, 1359, 1709]
bar-sub: होम बार की लाइसेंस फीस बढ़कर 75 हजार हुई bbox=[1145, 740, 1466, 762]
jis-headline: जीआईएस आयोजन के लिए शीर्ष-समिति गठित bbox=[1340, 227, 1501, 263]
satna-mobile: मो.नं. 9425174141 bbox=[23, 2006, 105, 2018]
masthead-tagline: बदलते जमाने का अखबार bbox=[93, 25, 174, 35]
list-item-text: वर्ष 1981 में राष्ट्रीय चंबल अभयारण्य मुरैना में घड़ियाल एवं प्रजनन प्रोग्राम शुरू हुआ। bbox=[1349, 1625, 1524, 1653]
dateline-bar bbox=[349, 152, 1151, 176]
list-item bbox=[663, 1293, 826, 1325]
fact-item bbox=[820, 991, 919, 1026]
chambal-count-body: चंबल अभयारण्य के अधिकारियों ने बताया कि वर्ष 2024 की गणना में 2456 घड़ियाल है। इनमें 2024 बैच के 70, 2023 बैच के 95, 2022 बैच के 85, 2021 बैच के 38 मिलाकर 288 घड़ियाल थे। bbox=[991, 1786, 1340, 1835]
satna-col2: हवाई जहाज चलाने की सहमति दी है। इसके प्रारंभ होने से लोगों को भोपाल व जबलपुर हवाई अड्डे नहीं जाना होगा। सतना हवाई पट्टी को उड़ान योजना के तहत विकसित किया गया है। इसके लिए केंद्र ने 100 करोड़ मंजूर किए थे। लेकिन अब तक 40 करोड़ ही मिले हैं। bbox=[206, 2179, 381, 2297]
whois-person bbox=[172, 328, 308, 378]
fact-item bbox=[820, 971, 919, 991]
fact-list bbox=[820, 866, 919, 1026]
png-byline-name: अशोक गौतम bbox=[337, 847, 387, 859]
list-item-text: पाइप लाइन में विशेष केमिकल होगा, जिससे रिसाव से बदबू आएगी। bbox=[663, 1330, 811, 1358]
satna-byline-place: भोपाल bbox=[78, 1992, 105, 2004]
png-quotes bbox=[942, 1017, 1128, 1378]
bar-col2b: इधर, यह भी नोटिफिकेशन किया गया है कि अगर कोई व्यक्ति होम बार का लाइसेंस लेना चाहता है, तो उसे 75 हजार रुपए जमा करने होंगे। इसके एवज में वह 24 बॉटल शराब रख सकेगा। होम बार में विदेशी शराब भी रखी जा सकेगी। नीति में संशोधन किया गया है कि होमबार के लिए क्रय की जाने वाली शराब का बिल रखना अनिवार्य होगा, अन्यथा कार्रवाई की जाएगी। bbox=[1343, 953, 1532, 1105]
png-corridor-head: ये होंगे कॉरिडोर bbox=[942, 846, 1026, 863]
chambal-headline-text: चंबल को देख मुख्यमंत्री बोले- bbox=[797, 1395, 1190, 1438]
saar-1-body: भोपाल। सीबीआई भोपाल जोन में बतौर जॉइंट डायरेक्टर जगरूप एस गुसिन्हा ने कामकाज संभाल लिया है। यहां पदस्थ रहे जॉइंट डायरेक्टर रमणीश गीर की पदस्थापना दिल्ली हो चुकी है। इसी तरह यहां डीआईजी रहे पी. पी. माझी का तबादला पूर्व में ही गुवाहाटी हो चुका है। भोपाल ब्रांच में हेड के रूप में सुमेधा कटूटा पदभार संभाल चुके हैं। इसी तरह यहां पदस्थ रहे एडीशनल एसपी अतुल हजेला ने वीआरएस ले लिया है। bbox=[23, 534, 314, 656]
png-quote2: सिलेंडर में सब्सिडी मिल रही है। इस पाइप लाइन से गैस सप्लाई में पूरा पैसा देना होगा, इसलिए हम अभी कनेक्शन नहीं ले रहे हैं। bbox=[942, 1113, 1128, 1157]
png-box1: कंपनियों का पहला टारगेट कवर्ड कॉलोनी और मल्टी स्टोरी बिल्डिंग है। कंपनियों को शहरी और ग्रामीण क्षेत्रों में पाइप लाइन डालने और लोगों के घरों में कनेक्शन देने के लिए 8 वर्ष (भोपाल और इंदौर में 2029 तक) का समय दिया गया है। पीएनजी की सप्लाई के लिए तीन कॉरिडोर बनाए गए हैं। मप्र में 55 जिलों में पाइप लाइन बिछाने और गैस की सप्लाई के लिए इंडियन ऑयल कॉर्पोरेशन, भारत पेट्रोलियम कॉर्पोरेशन सहित दस कंपनियों को काम दिया गया है। कंपनियों ने सबसे पहले शहरी क्षेत्रों को चुना है। bbox=[491, 1100, 654, 1308]
simhasth-kicker: संभागायुक्त की अध्यक्षता में बैठक आयोजित bbox=[506, 273, 769, 292]
bar-headline: प्रदेश के रेस्टोरेंट बार में अब हेरिटेज शराब रखना अनिवार्य bbox=[1145, 645, 1516, 713]
pm-bjp-headline: पीएम भाजपा नेताओं से कर सकते हैं भेंट bbox=[1145, 1125, 1441, 1148]
whois-name: प्रद्युम्न सिंह तोमर bbox=[47, 329, 163, 348]
rajoura-byline-name: पीपुल्स संवाददाता bbox=[23, 1553, 91, 1565]
